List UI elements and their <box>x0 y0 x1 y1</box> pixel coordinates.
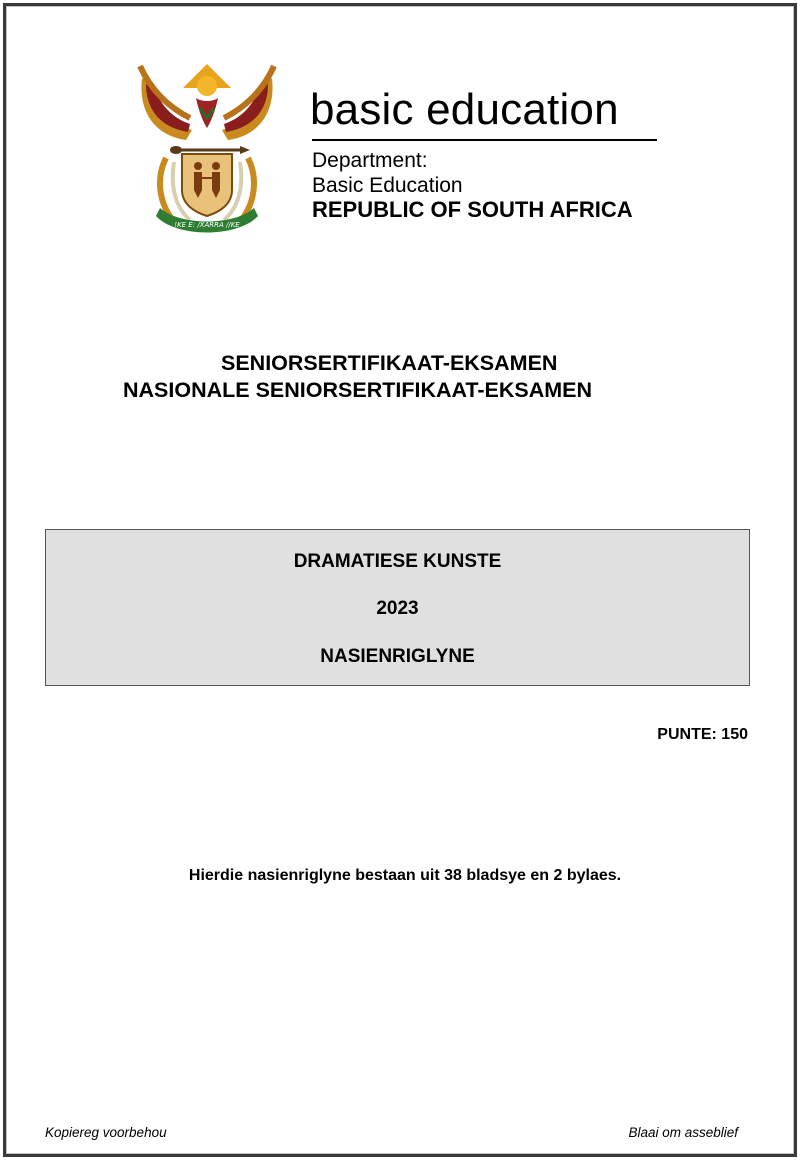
svg-text:!KE E: /XARRA //KE: !KE E: /XARRA //KE <box>174 221 240 229</box>
department-label: Department: <box>312 149 428 172</box>
subject-box <box>45 529 750 686</box>
coat-of-arms-icon <box>136 58 278 238</box>
page-count-note: Hierdie nasienriglyne bestaan uit 38 bladsye en 2 bylaes. <box>188 867 622 884</box>
department-name: Basic Education <box>312 174 463 197</box>
country-name: REPUBLIC OF SOUTH AFRICA <box>312 197 633 222</box>
total-marks: PUNTE: 150 <box>657 726 748 743</box>
exam-title-line-2: NASIONALE SENIORSERTIFIKAAT-EKSAMEN <box>123 378 593 402</box>
exam-year: 2023 <box>376 598 419 619</box>
document-type: NASIENRIGLYNE <box>320 646 475 667</box>
exam-title-line-1: SENIORSERTIFIKAAT-EKSAMEN <box>221 351 558 375</box>
brand-title: basic education <box>310 85 619 134</box>
footer-copyright: Kopiereg voorbehou <box>45 1125 167 1140</box>
footer-turn-over: Blaai om asseblief <box>628 1125 738 1140</box>
subject-title: DRAMATIESE KUNSTE <box>293 551 502 572</box>
brand-divider <box>312 139 657 141</box>
